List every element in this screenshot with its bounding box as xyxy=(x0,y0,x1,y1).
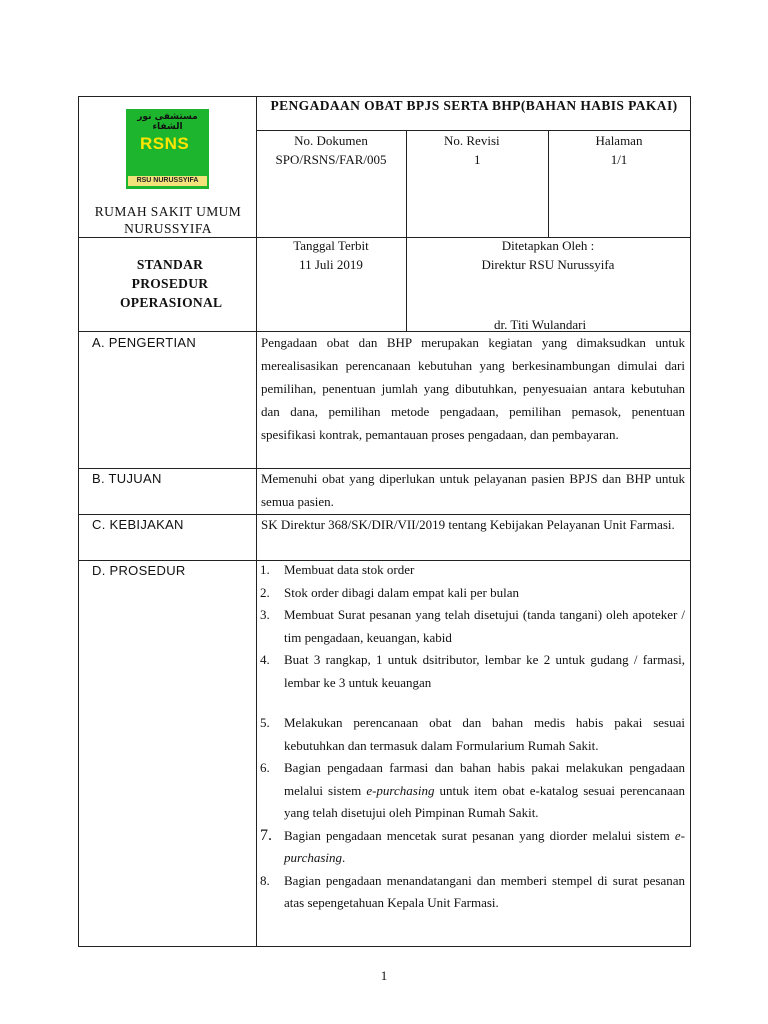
list-item: 6. Bagian pengadaan farmasi dan bahan habis pakai melakukan pengadaan melalui sistem e-purchasing untuk item obat e-katalog sesuai perencanaan yang telah disetujui oleh Pimpinan Rumah Sakit. xyxy=(260,760,685,820)
no-revisi-value: 1 xyxy=(474,152,481,167)
no-revisi-label: No. Revisi xyxy=(444,133,500,148)
section-b-text: Memenuhi obat yang diperlukan untuk pelayanan pasien BPJS dan BHP untuk semua pasien. xyxy=(261,471,685,509)
table-border-col-halaman xyxy=(548,130,549,238)
table-border-right xyxy=(690,96,691,947)
section-c-text: SK Direktur 368/SK/DIR/VII/2019 tentang Kebijakan Pelayanan Unit Farmasi. xyxy=(261,517,675,532)
no-dokumen-value: SPO/RSNS/FAR/005 xyxy=(275,152,387,167)
table-border-col-revisi xyxy=(406,130,407,238)
table-border-bottom xyxy=(78,946,691,947)
logo-initials: RSNS xyxy=(140,134,190,153)
document-title: PENGADAAN OBAT BPJS SERTA BHP(BAHAN HABIS PAKAI) xyxy=(270,98,678,113)
logo-caption: RSU NURUSSYIFA xyxy=(128,176,207,186)
list-item: 3. Membuat Surat pesanan yang telah disetujui (tanda tangani) oleh apoteker / tim pengadaan, keuangan, kabid xyxy=(260,607,685,645)
ditetapkan-label: Ditetapkan Oleh : xyxy=(501,238,595,253)
signatory-name: dr. Titi Wulandari xyxy=(494,317,587,332)
logo-arabic-text: مستشفى نور الشفاء xyxy=(137,112,198,132)
no-dokumen-label: No. Dokumen xyxy=(294,133,368,148)
table-border-mid xyxy=(256,96,257,947)
list-item: 1. Membuat data stok order xyxy=(260,562,415,577)
halaman-value: 1/1 xyxy=(610,152,628,167)
list-gap xyxy=(260,694,685,712)
list-item: 2. Stok order dibagi dalam empat kali per bulan xyxy=(260,584,520,600)
list-item: 7. Bagian pengadaan mencetak surat pesanan yang diorder melalui sistem e-purchasing. xyxy=(260,826,685,865)
tanggal-terbit-label: Tanggal Terbit xyxy=(293,238,369,253)
tanggal-terbit-value: 11 Juli 2019 xyxy=(299,257,363,272)
spo-label: STANDAR PROSEDUR OPERASIONAL xyxy=(120,257,223,310)
halaman-label: Halaman xyxy=(595,133,643,148)
list-item: 5. Melakukan perencanaan obat dan bahan medis habis pakai sesuai kebutuhkan dan termasuk dalam Formularium Rumah Sakit. xyxy=(260,715,685,753)
table-border-left xyxy=(78,96,79,947)
hospital-logo xyxy=(126,109,209,189)
section-a-text: Pengadaan obat dan BHP merupakan kegiatan yang dimaksudkan untuk merealisasikan perencanaan kebutuhan yang berkesinambungan dimulai dari pemilihan, penentuan jumlah yang dibutuhkan, penyesuaian antara kebutuhan dan dana, pemilihan metode pengadaan, pemilihan pemasok, penentuan spesifikasi kontrak, pemantauan proses pengadaan, dan pembayaran. xyxy=(261,335,685,442)
table-border-col-ditetapkan xyxy=(406,237,407,332)
list-item: 4. Buat 3 rangkap, 1 untuk dsitributor, lembar ke 2 untuk gudang / farmasi, lembar ke 3 untuk keuangan xyxy=(260,652,685,690)
ditetapkan-value: Direktur RSU Nurussyifa xyxy=(481,257,615,272)
section-b-label: B. TUJUAN xyxy=(92,471,162,486)
section-a-label: A. PENGERTIAN xyxy=(92,335,197,350)
hospital-name: RUMAH SAKIT UMUM NURUSSYIFA xyxy=(94,204,242,236)
page-number: 1 xyxy=(380,968,388,983)
procedure-list xyxy=(260,559,685,915)
list-item: 8. Bagian pengadaan menandatangani dan memberi stempel di surat pesanan atas sepengetahuan Kepala Unit Farmasi. xyxy=(260,872,685,910)
section-c-label: C. KEBIJAKAN xyxy=(92,517,184,532)
section-d-label: D. PROSEDUR xyxy=(92,563,186,578)
